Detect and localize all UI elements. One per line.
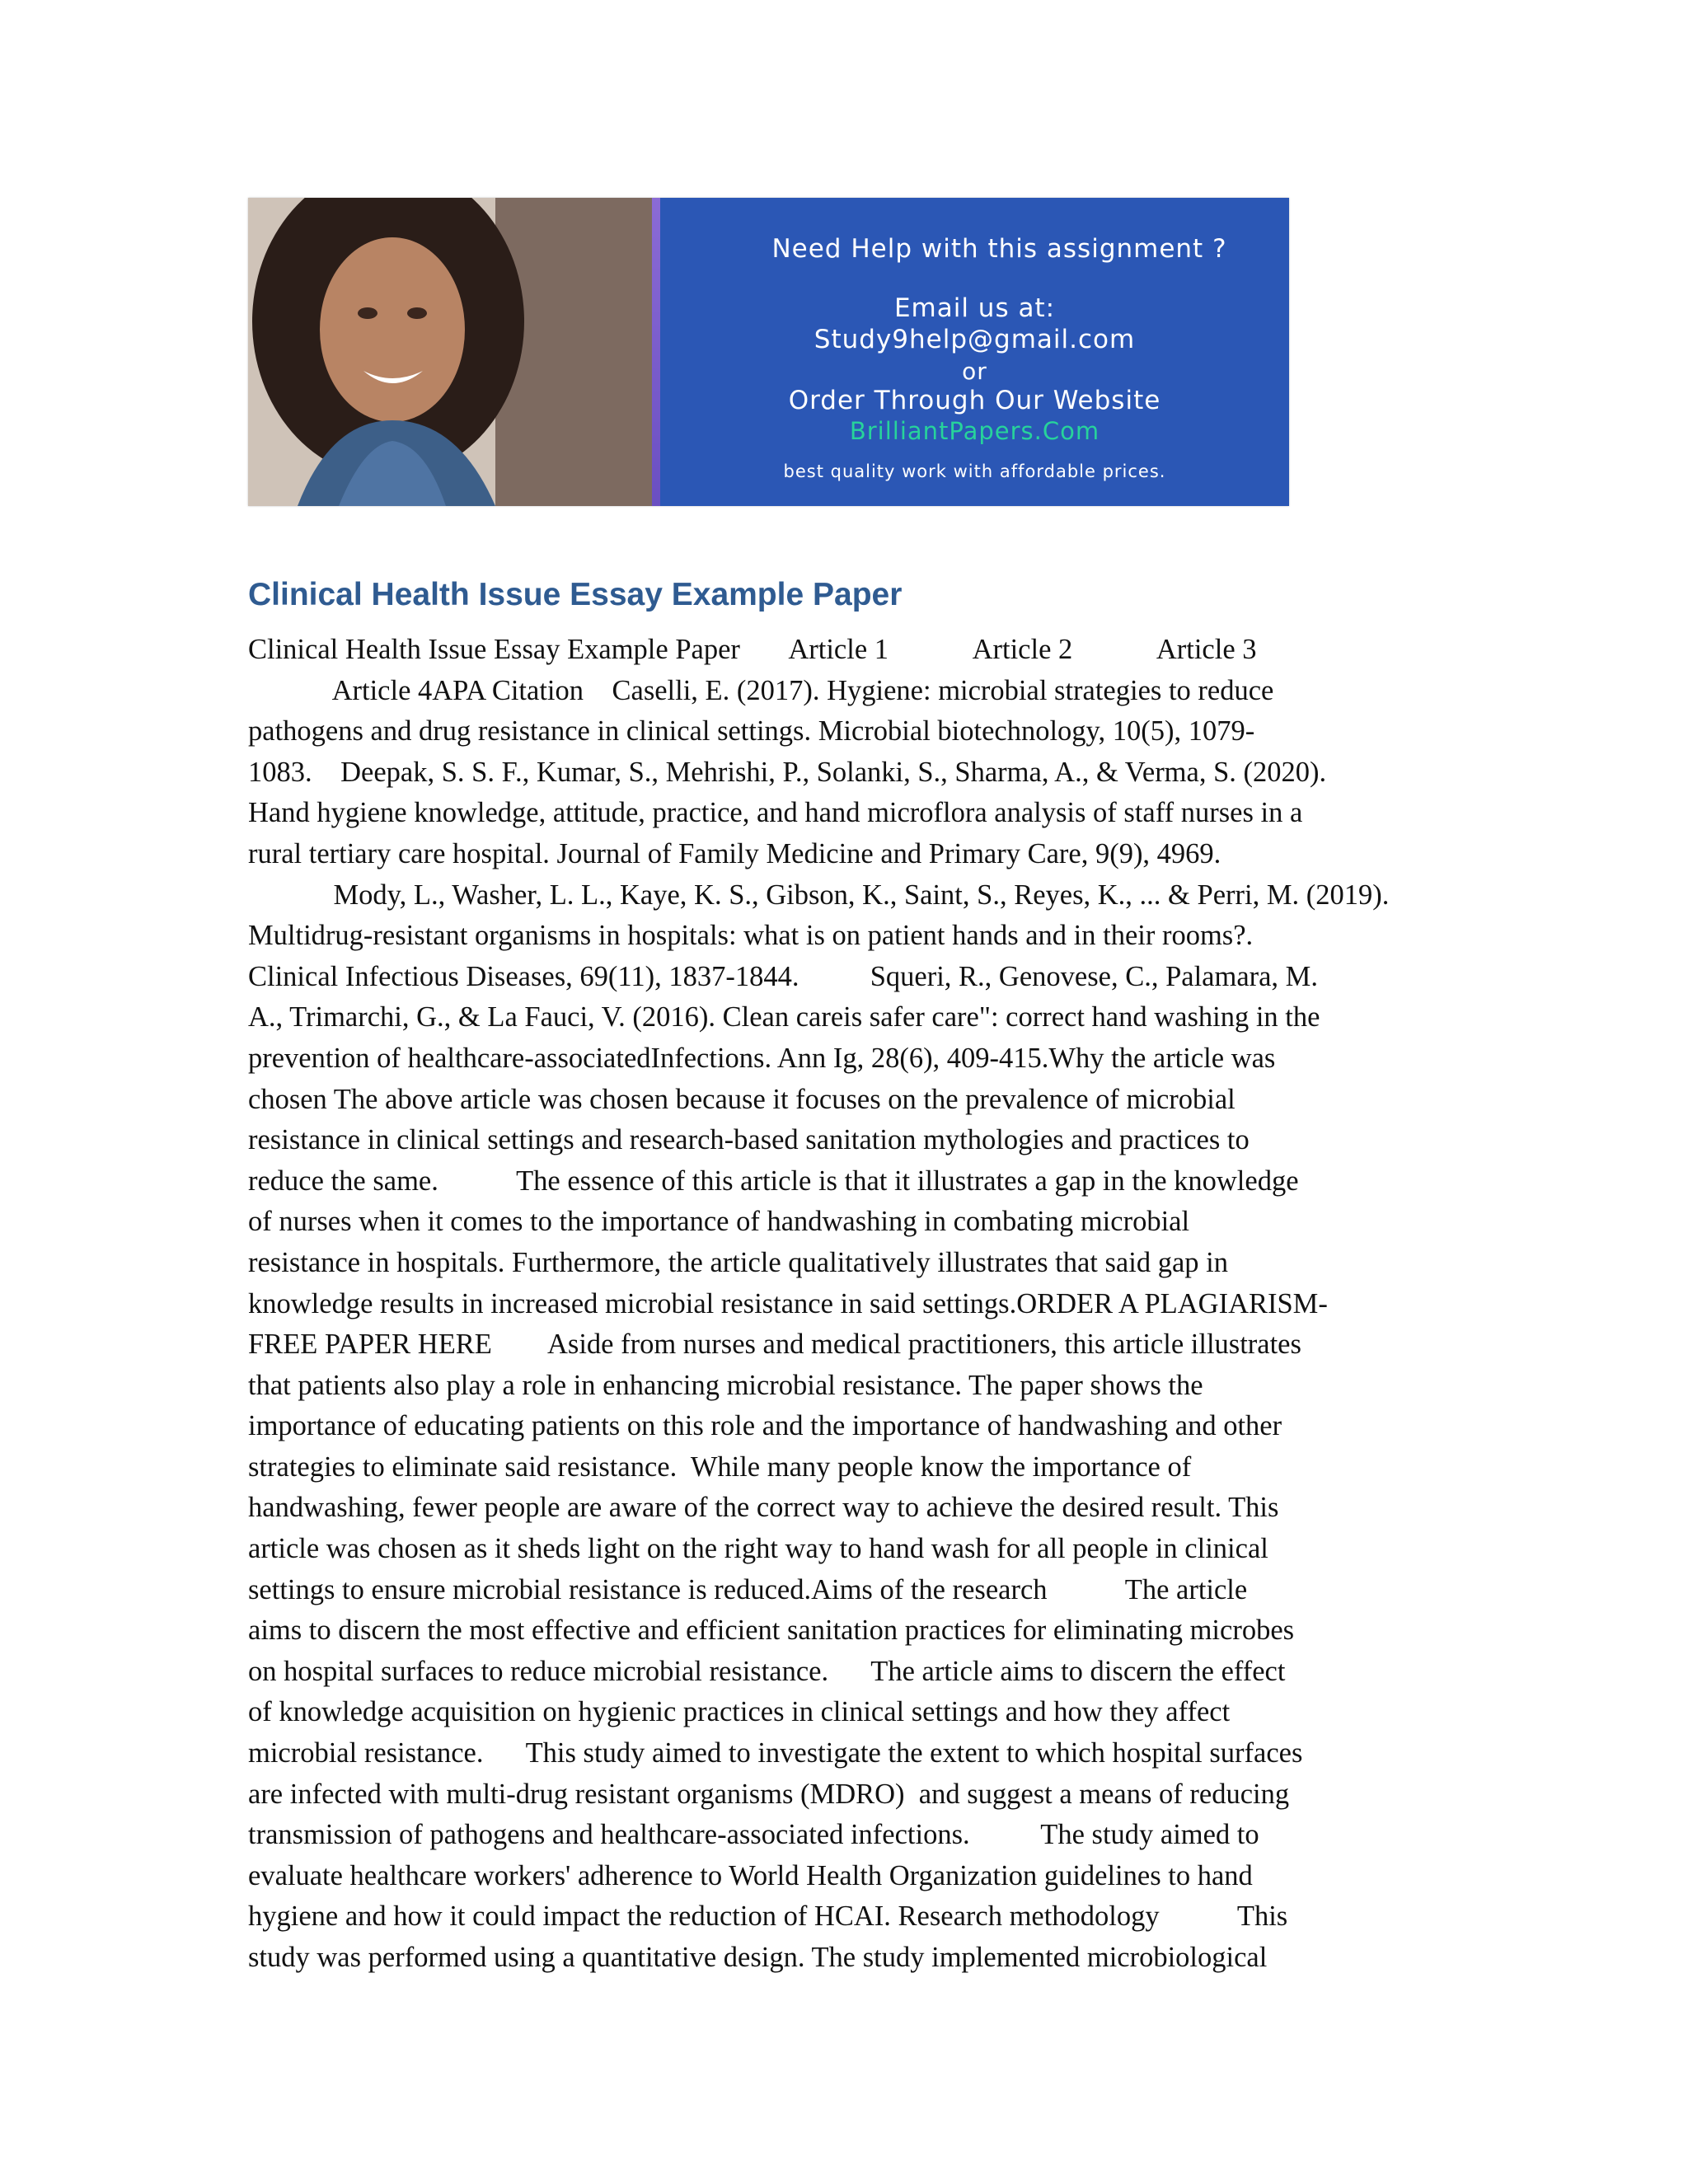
body-line: hygiene and how it could impact the reduction of HCAI. Research methodology This — [248, 1900, 1288, 1933]
body-line: settings to ensure microbial resistance is reduced.Aims of the research The article — [248, 1573, 1248, 1605]
body-line: aims to discern the most effective and efficient sanitation practices for eliminating microbes — [248, 1615, 1295, 1647]
body-line: are infected with multi-drug resistant organisms (MDRO) and suggest a means of reducing — [248, 1778, 1290, 1810]
body-line: reduce the same. The essence of this article is that it illustrates a gap in the knowledge — [248, 1165, 1299, 1197]
body-line: 1083. Deepak, S. S. F., Kumar, S., Mehrishi, P., Solanki, S., Sharma, A., & Verma, S. (2020). — [248, 756, 1327, 788]
banner-website-link[interactable]: BrilliantPapers.Com — [849, 417, 1100, 445]
document-body — [248, 630, 1451, 1979]
body-line: microbial resistance. This study aimed to investigate the extent to which hospital surfaces — [248, 1737, 1303, 1769]
body-line: resistance in clinical settings and research-based sanitation mythologies and practices to — [248, 1124, 1250, 1156]
body-line: of knowledge acquisition on hygienic practices in clinical settings and how they affect — [248, 1696, 1231, 1728]
body-line: study was performed using a quantitative design. The study implemented microbiological — [248, 1942, 1268, 1973]
body-line: chosen The above article was chosen because it focuses on the prevalence of microbial — [248, 1083, 1236, 1115]
woman-portrait-image — [248, 198, 652, 506]
banner-email-link[interactable]: Study9help@gmail.com — [814, 325, 1136, 354]
banner-or: or — [962, 358, 987, 385]
banner-headline: Need Help with this assignment ? — [771, 234, 1227, 264]
body-line: Clinical Infectious Diseases, 69(11), 1837-1844. Squeri, R., Genovese, C., Palamara, M. — [248, 960, 1318, 992]
banner-text-panel — [660, 198, 1289, 506]
banner-divider — [652, 198, 660, 506]
body-line: evaluate healthcare workers' adherence to World Health Organization guidelines to hand — [248, 1859, 1253, 1891]
body-line: A., Trimarchi, G., & La Fauci, V. (2016). Clean careis safer care": correct hand washing in the — [248, 1001, 1320, 1033]
body-line: transmission of pathogens and healthcare-associated infections. The study aimed to — [248, 1819, 1259, 1851]
body-line: Multidrug-resistant organisms in hospitals: what is on patient hands and in their rooms?. — [248, 920, 1254, 952]
body-line: article was chosen as it sheds light on the right way to hand wash for all people in clinical — [248, 1533, 1268, 1565]
order-paper-link-line[interactable]: knowledge results in increased microbial resistance in said settings.ORDER A PLAGIARISM- — [248, 1287, 1328, 1319]
order-paper-link-line[interactable]: FREE PAPER HERE Aside from nurses and medical practitioners, this article illustrates — [248, 1329, 1301, 1361]
document-title: Clinical Health Issue Essay Example Paper — [248, 577, 903, 612]
body-line: strategies to eliminate said resistance. While many people know the importance of — [248, 1451, 1192, 1483]
banner-photo — [248, 198, 652, 506]
body-line: pathogens and drug resistance in clinical settings. Microbial biotechnology, 10(5), 1079- — [248, 715, 1255, 748]
body-line: Mody, L., Washer, L. L., Kaye, K. S., Gibson, K., Saint, S., Reyes, K., ... & Perri, M. (2019). — [248, 879, 1390, 911]
banner-order-text: Order Through Our Website — [788, 386, 1161, 415]
banner-tagline: best quality work with affordable prices. — [783, 462, 1166, 481]
body-line: of nurses when it comes to the importance of handwashing in combating microbial — [248, 1206, 1190, 1238]
body-line: rural tertiary care hospital. Journal of Family Medicine and Primary Care, 9(9), 4969. — [248, 837, 1221, 869]
body-line: handwashing, fewer people are aware of the correct way to achieve the desired result. This — [248, 1492, 1279, 1524]
body-line: resistance in hospitals. Furthermore, the article qualitatively illustrates that said gap in — [248, 1246, 1228, 1278]
body-line: on hospital surfaces to reduce microbial resistance. The article aims to discern the effect — [248, 1655, 1286, 1687]
body-line: prevention of healthcare-associatedInfections. Ann Ig, 28(6), 409-415.Why the article was — [248, 1042, 1276, 1074]
body-line: Hand hygiene knowledge, attitude, practice, and hand microflora analysis of staff nurses in a — [248, 797, 1303, 829]
promo-banner[interactable] — [248, 198, 1289, 506]
body-line: Article 4APA Citation Caselli, E. (2017). Hygiene: microbial strategies to reduce — [248, 674, 1274, 706]
body-line: that patients also play a role in enhancing microbial resistance. The paper shows the — [248, 1369, 1203, 1401]
body-line: Clinical Health Issue Essay Example Paper Article 1 Article 2 Article 3 — [248, 634, 1257, 665]
body-line: importance of educating patients on this role and the importance of handwashing and other — [248, 1410, 1282, 1442]
banner-email-label: Email us at: — [893, 293, 1056, 323]
